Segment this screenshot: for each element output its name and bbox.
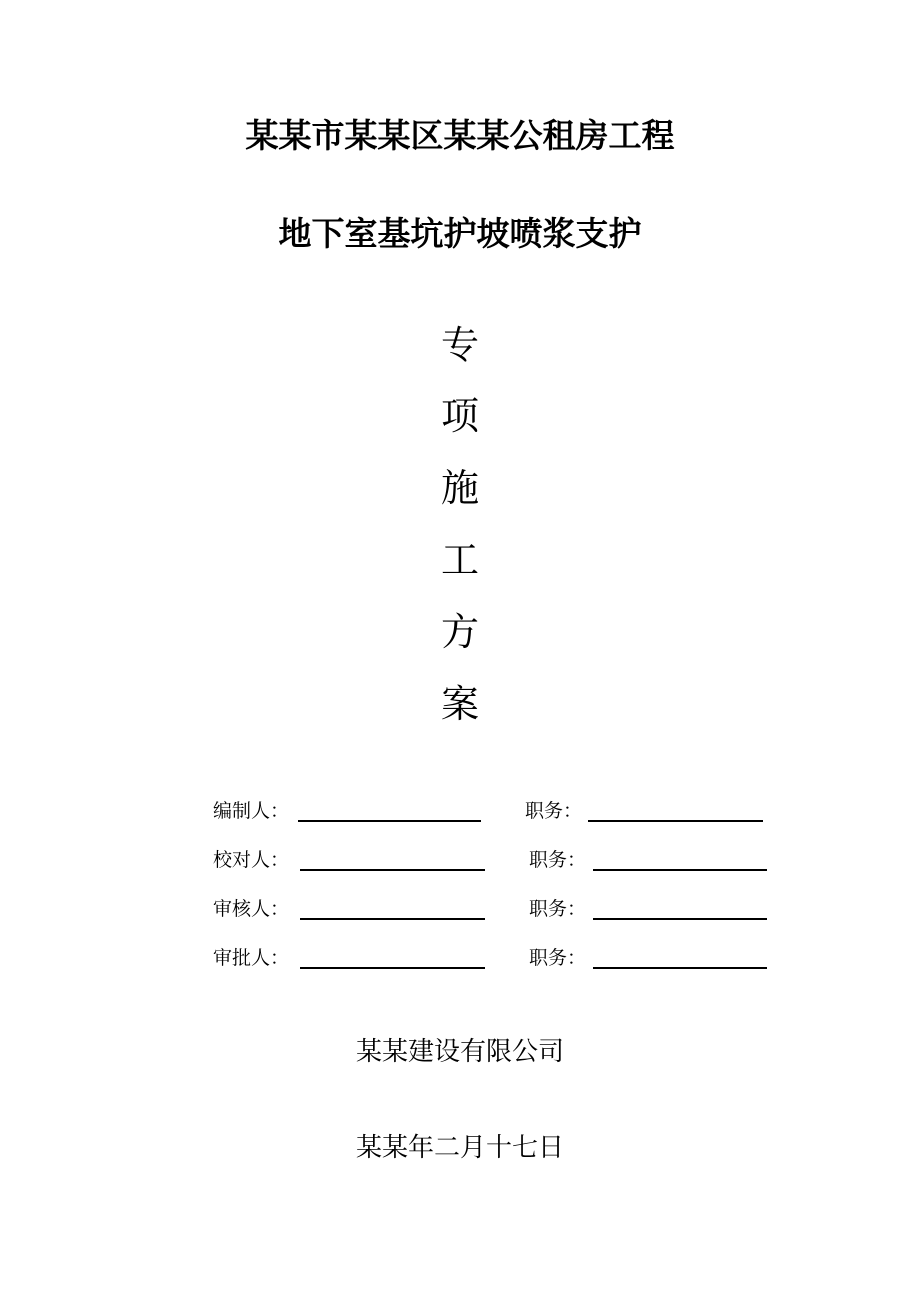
document-subject: 地下室基坑护坡喷浆支护 xyxy=(278,214,642,253)
position-blank-line[interactable] xyxy=(593,869,767,871)
document-date: 某某年二月十七日 xyxy=(355,1133,564,1163)
role-label: 校对人： xyxy=(213,849,290,871)
position-label: 职务： xyxy=(525,800,583,822)
name-blank-line[interactable] xyxy=(300,967,485,969)
document-type-char: 项 xyxy=(440,394,479,438)
name-blank-line[interactable] xyxy=(300,918,485,920)
role-label: 审核人： xyxy=(213,898,290,920)
position-label: 职务： xyxy=(529,947,587,969)
document-type-char: 施 xyxy=(440,466,479,510)
position-blank-line[interactable] xyxy=(588,820,763,822)
name-blank-line[interactable] xyxy=(300,869,485,871)
signature-row-compiler xyxy=(0,798,920,828)
document-type-char: 工 xyxy=(440,538,479,582)
document-type-char: 专 xyxy=(440,323,479,367)
name-blank-line[interactable] xyxy=(298,820,481,822)
signature-row-proofreader xyxy=(0,847,920,877)
signature-row-reviewer xyxy=(0,896,920,926)
document-type-char: 案 xyxy=(440,682,479,726)
position-label: 职务： xyxy=(529,898,587,920)
position-blank-line[interactable] xyxy=(593,967,767,969)
role-label: 编制人： xyxy=(213,800,290,822)
company-name: 某某建设有限公司 xyxy=(355,1037,564,1067)
document-type-char: 方 xyxy=(440,610,479,654)
project-title: 某某市某某区某某公租房工程 xyxy=(245,116,675,155)
position-label: 职务： xyxy=(529,849,587,871)
position-blank-line[interactable] xyxy=(593,918,767,920)
signature-row-approver xyxy=(0,945,920,975)
role-label: 审批人： xyxy=(213,947,290,969)
